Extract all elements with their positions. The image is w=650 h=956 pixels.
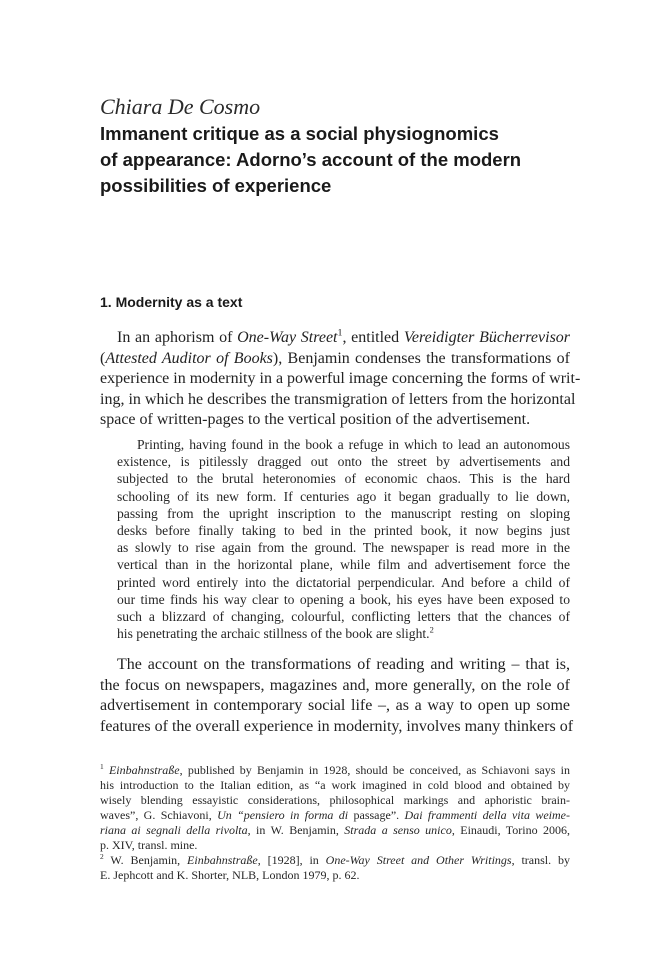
paragraph-line: The account on the transformations of reading and writing – that is, — [117, 656, 570, 673]
quote-line: vertical than in the horizontal plane, while film and advertisement force the — [117, 557, 570, 573]
footnote-1 — [100, 763, 570, 854]
footnote-line: wisely blending essayistic considerations, philosophical markings and aphoristic brain- — [100, 793, 570, 808]
paragraph-line: features of the overall experience in modernity, involves many thinkers of — [100, 717, 574, 735]
footnote-line: waves”, G. Schiavoni, Un “pensiero in forma di passage”. Dai frammenti della vita weime- — [100, 808, 570, 823]
title-line: of appearance: Adorno’s account of the modern — [100, 149, 522, 170]
paragraph-line: space of written-pages to the vertical position of the advertisement. — [100, 411, 531, 428]
quote-line: such a blizzard of changing, colourful, conflicting letters that the chances of — [117, 608, 570, 624]
title-line: Immanent critique as a social physiognomics — [100, 123, 499, 144]
quote-line: existence, is pitilessly dragged out onto the street by advertisements and — [117, 454, 570, 470]
footnote-ref-1: 1 — [337, 327, 343, 339]
footnote-number: 2 — [100, 852, 104, 861]
quote-line: desks before finally taking to bed in the printed book, it now begins just — [117, 522, 570, 538]
quote-line: schooling of its new form. If centuries ago it began gradually to lie down, — [117, 488, 570, 504]
footnote-line: $^1$ Einbahnstraße, published by Benjamin in 1928, should be conceived, as Schiavoni says in — [100, 762, 570, 777]
footnote-line: p. XIV, transl. mine. — [100, 838, 198, 853]
paragraph-line: ing, in which he describes the transmigration of letters from the horizontal — [100, 390, 576, 408]
chapter-author: Chiara De Cosmo — [100, 94, 261, 119]
body-paragraph-2 — [100, 655, 574, 737]
title-line: possibilities of experience — [100, 175, 332, 196]
quote-line: subjected to the brutal heteronomies of economic chaos. This is the hard — [117, 471, 570, 487]
quote-line: his penetrating the archaic stillness of the book are slight.$^2$ — [117, 624, 434, 642]
paragraph-line: advertisement in contemporary social life –, as a way to open up some — [100, 697, 570, 714]
footnote-line: riana ai segnali della rivolta, in W. Benjamin, Strada a senso unico, Einaudi, Torino 2006, — [100, 823, 570, 838]
footnote-2 — [100, 853, 570, 883]
quote-line: Printing, having found in the book a refuge in which to lead an autonomous — [137, 437, 570, 452]
body-paragraph-1 — [100, 327, 581, 431]
quote-line: printed word entirely into the dictatorial perpendicular. And before a child of — [117, 574, 570, 590]
footnote-ref-2: 2 — [429, 624, 434, 635]
paragraph-line: experience in modernity in a powerful image concerning the forms of writ- — [100, 370, 581, 387]
footnote-line: his introduction to the Italian edition, as “a work imagined in cold blood and obtained by — [100, 778, 570, 793]
quote-line: passing from the upright inscription to the manuscript resting on sloping — [117, 505, 570, 521]
paragraph-line: (Attested Auditor of Books), Benjamin condenses the transformations of — [100, 349, 571, 367]
footnote-number: 1 — [100, 762, 104, 771]
section-heading: 1. Modernity as a text — [100, 294, 243, 310]
block-quote — [117, 436, 570, 642]
paragraph-line: In an aphorism of One-Way Street$^1$, entitled Vereidigter Bücherrevisor — [117, 327, 571, 346]
paragraph-line: the focus on newspapers, magazines and, more generally, on the role of — [100, 676, 570, 694]
chapter-title — [100, 121, 570, 199]
footnote-line: $^2$ W. Benjamin, Einbahnstraße, [1928], in One-Way Street and Other Writings, transl. by — [100, 852, 570, 867]
quote-line: as slowly to rise again from the ground. The newspaper is read more in the — [117, 540, 570, 556]
quote-line: our time finds his way clear to opening a book, his eyes have been exposed to — [117, 591, 570, 607]
footnote-line: E. Jephcott and K. Shorter, NLB, London 1979, p. 62. — [100, 868, 360, 883]
